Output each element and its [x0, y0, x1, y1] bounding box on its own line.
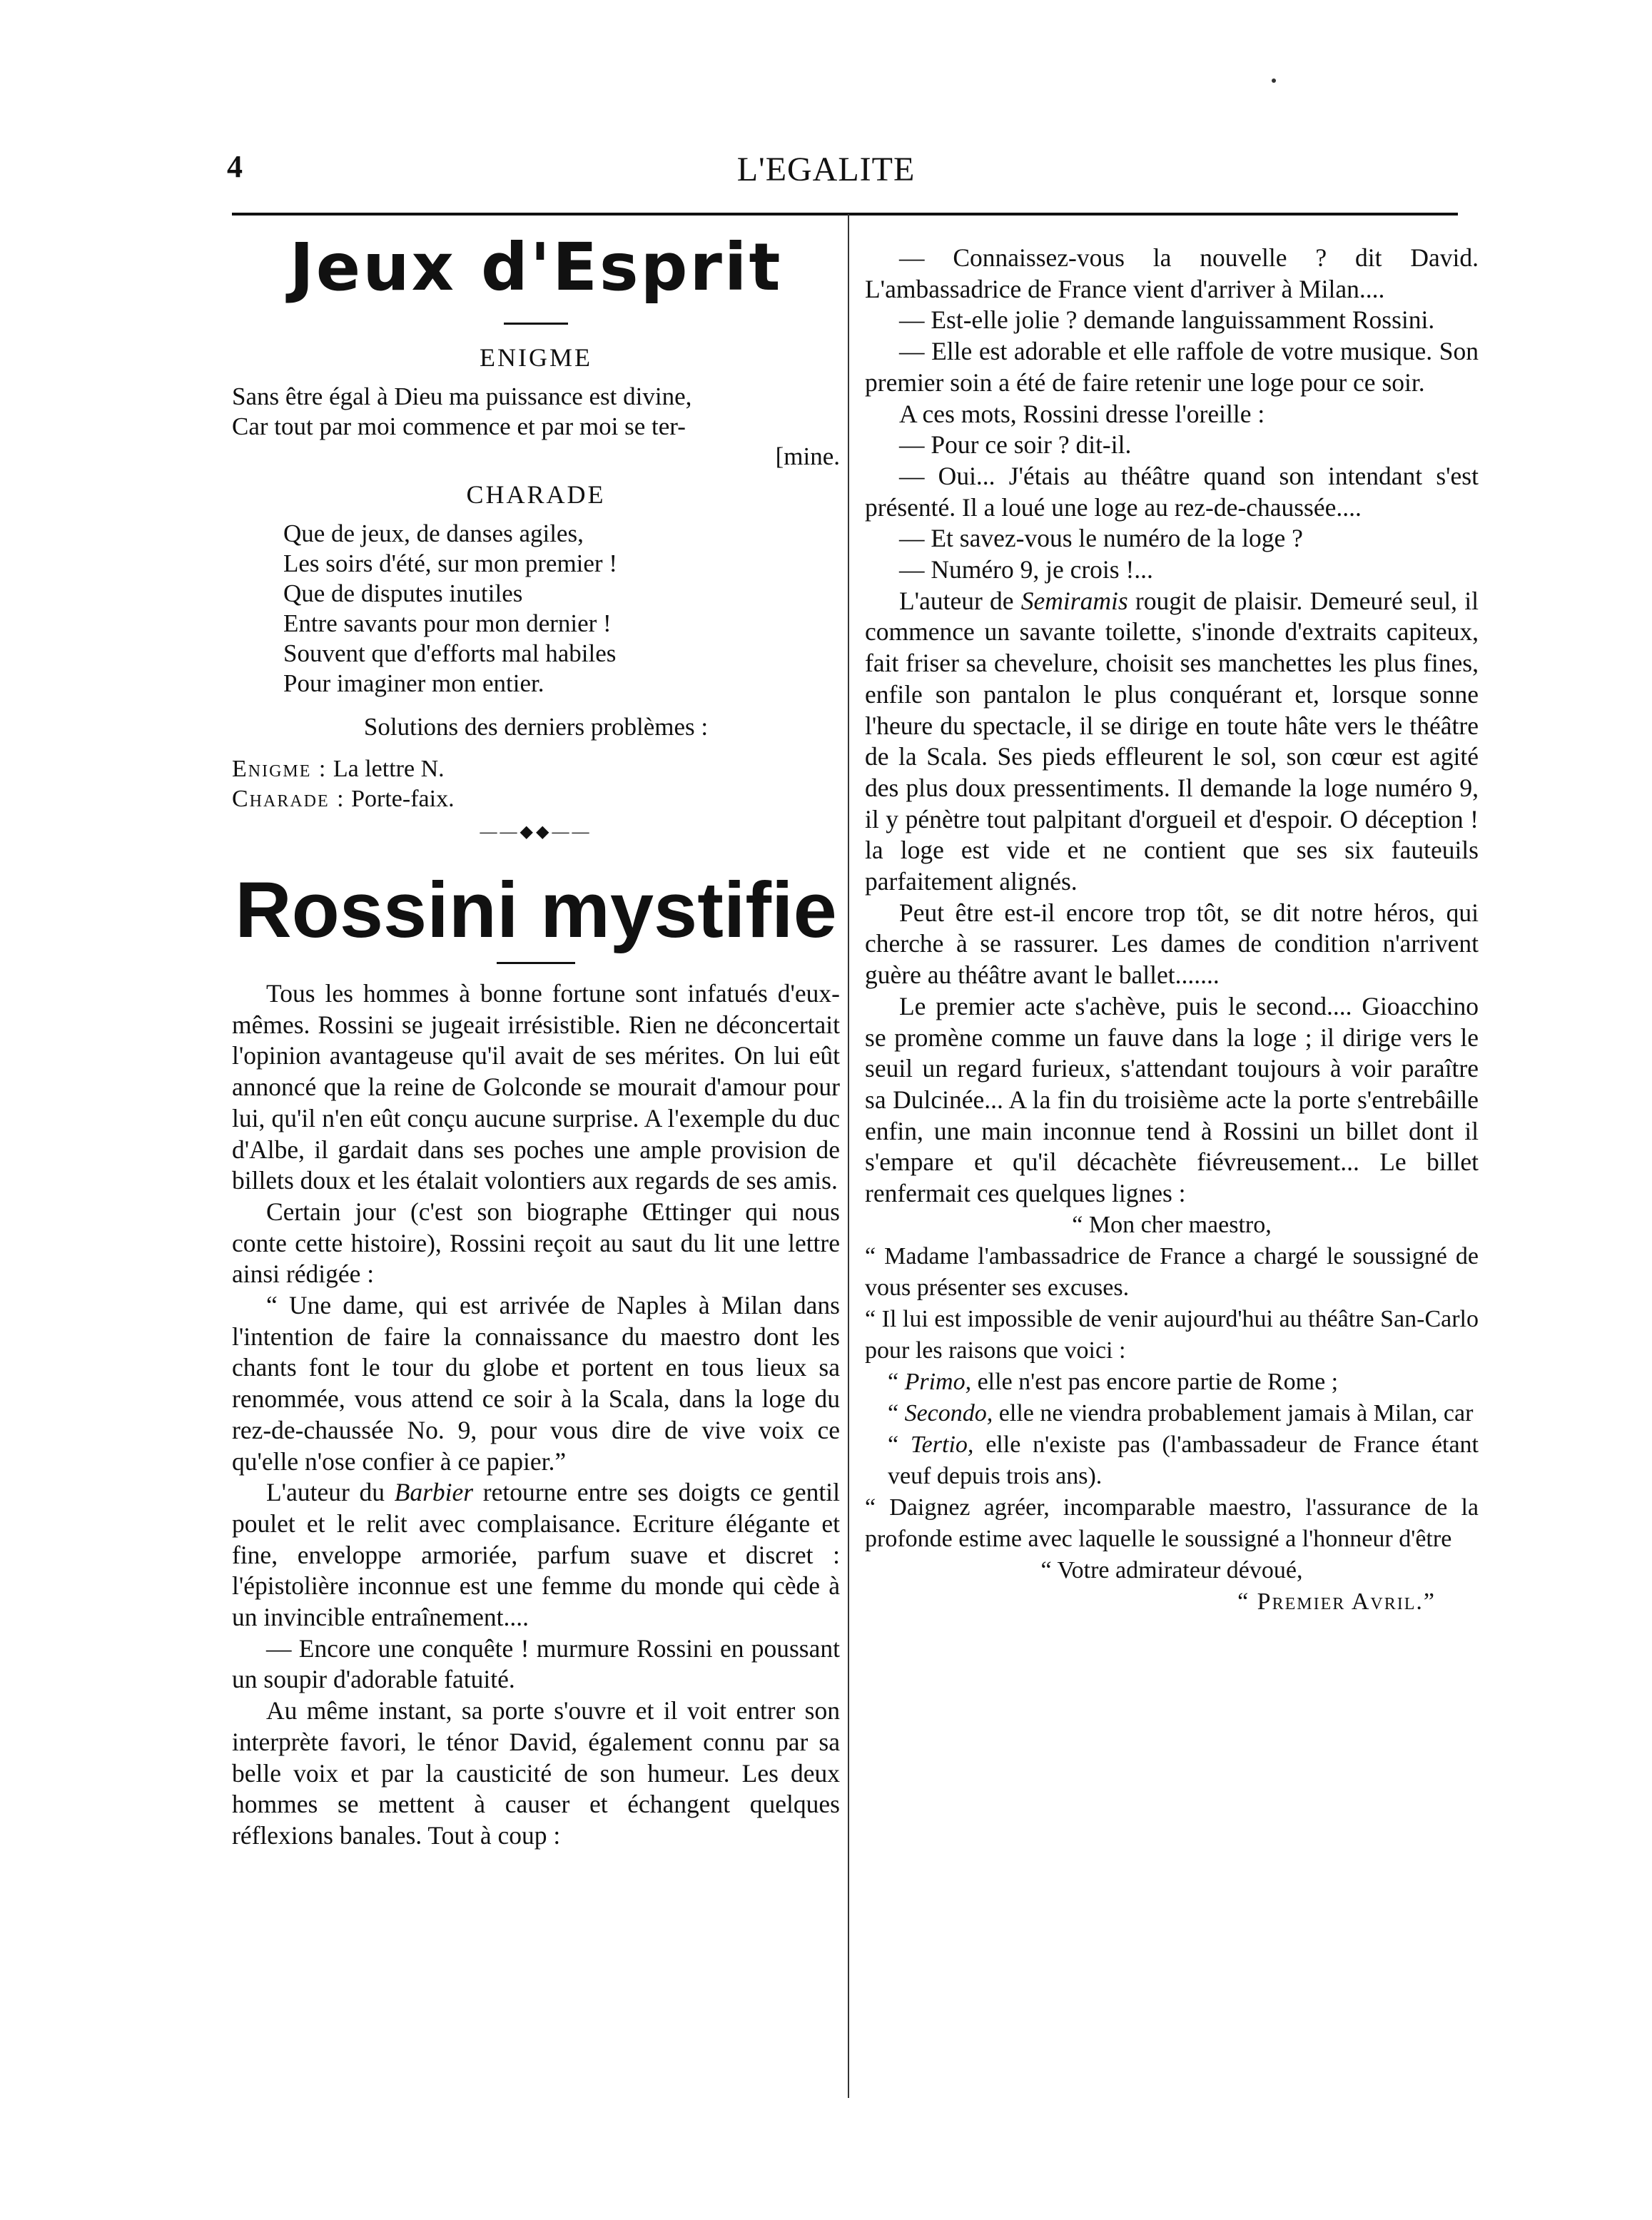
print-speck: [1272, 78, 1276, 83]
charade-heading: CHARADE: [466, 480, 606, 509]
article-paragraph: — Connaissez-vous la nouvelle ? dit David. L'ambassadrice de France vient d'arriver à Milan....: [865, 243, 1479, 303]
charade-line: Que de disputes inutiles: [283, 579, 523, 607]
article-paragraph: — Et savez-vous le numéro de la loge ?: [899, 524, 1303, 553]
letter-line: “ Secondo, elle ne viendra probablement jamais à Milan, car: [888, 1399, 1474, 1426]
quoted-letter: [865, 1210, 1479, 1618]
article-paragraph: — Oui... J'étais au théâtre quand son intendant s'est présenté. Il a loué une loge au rez-de-chaussée....: [865, 461, 1479, 522]
charade-line: Les soirs d'été, sur mon premier !: [283, 549, 617, 577]
enigme-line: Car tout par moi commence et par moi se ter-: [232, 412, 686, 440]
letter-line: “ Madame l'ambassadrice de France a chargé le soussigné de vous présenter ses excuses.: [865, 1242, 1479, 1301]
solution-label: Enigme :: [232, 756, 328, 782]
charade-line: Que de jeux, de danses agiles,: [283, 519, 584, 547]
article-paragraph: — Numéro 9, je crois !...: [899, 555, 1153, 584]
article-paragraph: — Est-elle jolie ? demande languissamment Rossini.: [899, 305, 1435, 335]
article-paragraph: [865, 586, 1479, 898]
charade-line: Souvent que d'efforts mal habiles: [283, 639, 617, 667]
jeux-title: Jeux d'Esprit: [289, 229, 783, 305]
solutions-heading: Solutions des derniers problèmes :: [363, 713, 709, 741]
article-title-rule: [497, 962, 575, 964]
text-run: retourne entre ses doigts ce gentil poulet et le relit avec complaisance. Ecriture élégante et fine, enveloppe armoriée, parfum suave et discret : l'épistolière inconnue est une femme du monde qui cède à un invincible entraînement....: [232, 1478, 841, 1632]
article-paragraph: — Elle est adorable et elle raffole de votre musique. Son premier soin a été de faire retenir une loge pour ce soir.: [865, 337, 1479, 397]
article-paragraph: Certain jour (c'est son biographe Œttinger qui nous conte cette histoire), Rossini reçoit au saut du lit une lettre ainsi rédigée :: [232, 1197, 840, 1289]
letter-line: “ Il lui est impossible de venir aujourd'hui au théâtre San-Carlo pour les raisons que voici :: [865, 1305, 1479, 1364]
italic-title: Semiramis: [1020, 586, 1128, 615]
text-run: elle ne viendra probablement jamais à Milan, car: [993, 1399, 1474, 1426]
article-paragraph: Au même instant, sa porte s'ouvre et il voit entrer son interprète favori, le ténor David, également connu par sa belle voix et par la causticité de son humeur. Les deux hommes se mettent à causer et échangent quelques réflexions banales. Tout à coup :: [232, 1696, 840, 1850]
article-paragraph: “ Une dame, qui est arrivée de Naples à Milan dans l'intention de faire la connaissance du maestro dont les chants font le tour du globe et portent en tous lieux sa renommée, vous attend ce soir à la Scala, dans la loge du rez-de-chaussée No. 9, pour vous dire de vive voix ce qu'elle n'ose confier à ce papier.”: [232, 1291, 840, 1476]
masthead: L'EGALITE: [736, 151, 916, 188]
column-divider: [848, 214, 849, 2098]
charade-line: Entre savants pour mon dernier !: [283, 609, 612, 637]
letter-line: “ Primo, elle n'est pas encore partie de Rome ;: [888, 1368, 1339, 1395]
letter-signature: “ Premier Avril.”: [1237, 1588, 1436, 1615]
charade-verse: [232, 519, 840, 699]
left-column: [232, 228, 840, 1852]
article-paragraph: [232, 1477, 840, 1633]
letter-salutation: “ Mon cher maestro,: [1072, 1211, 1272, 1238]
article-paragraph: — Pour ce soir ? dit-il.: [899, 430, 1132, 460]
enigme-line: [mine.: [775, 442, 840, 470]
article-paragraph: — Encore une conquête ! murmure Rossini en poussant un soupir d'adorable fatuité.: [232, 1633, 840, 1694]
page-number: 4: [227, 149, 243, 184]
text-run: L'auteur de: [899, 586, 1021, 615]
text-run: L'auteur du: [266, 1478, 395, 1507]
article-paragraph: Le premier acte s'achève, puis le second.... Gioacchino se promène comme un fauve dans la loge ; il dirige vers le seuil un regard furieux, s'attendant toujours à voir paraître sa Dulcinée... A la fin du troisième acte la porte s'entrebâille enfin, une main inconnue tend à Rossini un billet dont il s'empare et qu'il décachète fiévreusement... Le billet renfermait ces quelques lignes :: [865, 991, 1479, 1208]
letter-line: “ Tertio, elle n'existe pas (l'ambassadeur de France étant veuf depuis trois ans).: [888, 1431, 1479, 1489]
letter-primo-label: Primo,: [904, 1368, 972, 1395]
solution-label: Charade :: [232, 786, 345, 812]
text-run: elle n'existe pas (l'ambassadeur de France étant veuf depuis trois ans).: [888, 1431, 1479, 1489]
text-run: elle n'est pas encore partie de Rome ;: [971, 1368, 1339, 1395]
header-rule: [232, 213, 1458, 216]
article-paragraph: A ces mots, Rossini dresse l'oreille :: [899, 399, 1265, 428]
solution-enigme: [232, 754, 840, 784]
article-paragraph: Tous les hommes à bonne fortune sont infatués d'eux-mêmes. Rossini se jugeait irrésistible. Rien ne déconcertait l'opinion avantageuse qu'il avait de ses mérites. On lui eût annoncé que la reine de Golconde se mourait d'amour pour lui, qu'il n'en eût conçu aucune surprise. A l'exemple du duc d'Albe, il gardait dans ses poches une ample provision de billets doux et les étalait volontiers aux regards de ses amis.: [232, 979, 840, 1195]
charade-line: Pour imaginer mon entier.: [283, 669, 544, 697]
solution-value: Porte-faix.: [351, 786, 455, 812]
solution-charade: [232, 784, 840, 814]
solution-value: La lettre N.: [333, 756, 445, 782]
article-paragraph: Peut être est-il encore trop tôt, se dit notre héros, qui cherche à se rassurer. Les dames de condition n'arrivent guère au théâtre avant le ballet.......: [865, 898, 1479, 990]
letter-closing: “ Votre admirateur dévoué,: [1040, 1556, 1303, 1583]
letter-tertio-label: Tertio,: [910, 1431, 974, 1458]
letter-secundo-label: Secondo,: [904, 1399, 993, 1426]
italic-title: Barbier: [394, 1478, 474, 1507]
solutions-list: [232, 754, 840, 814]
enigme-heading: ENIGME: [480, 343, 592, 372]
article-title: Rossini mystifie: [235, 866, 837, 954]
section-ornament: ——◆◆——: [480, 823, 592, 841]
enigme-line: Sans être égal à Dieu ma puissance est divine,: [232, 382, 692, 410]
text-run: rougit de plaisir. Demeuré seul, il commence un savante toilette, s'inonde d'extraits capiteux, fait friser sa chevelure, choisit ses manchettes les plus fines, enfile son pantalon le plus conquérant et, lorsque sonne l'heure du spectacle, il se dirige en toute hâte vers le théâtre de la Scala. Ses pieds effleurent le sol, son cœur est agité des plus doux pressentiments. Il demande la loge numéro 9, il y pénètre tout palpitant d'orgueil et d'espoir. O déception ! la loge est vide et ne contient que ses six fauteuils parfaitement alignés.: [865, 586, 1479, 896]
title-rule: [504, 323, 568, 325]
right-column: [865, 243, 1479, 1618]
letter-line: “ Daignez agréer, incomparable maestro, l'assurance de la profonde estime avec laquelle le soussigné a l'honneur d'être: [865, 1494, 1479, 1552]
enigme-verse: [232, 382, 840, 472]
